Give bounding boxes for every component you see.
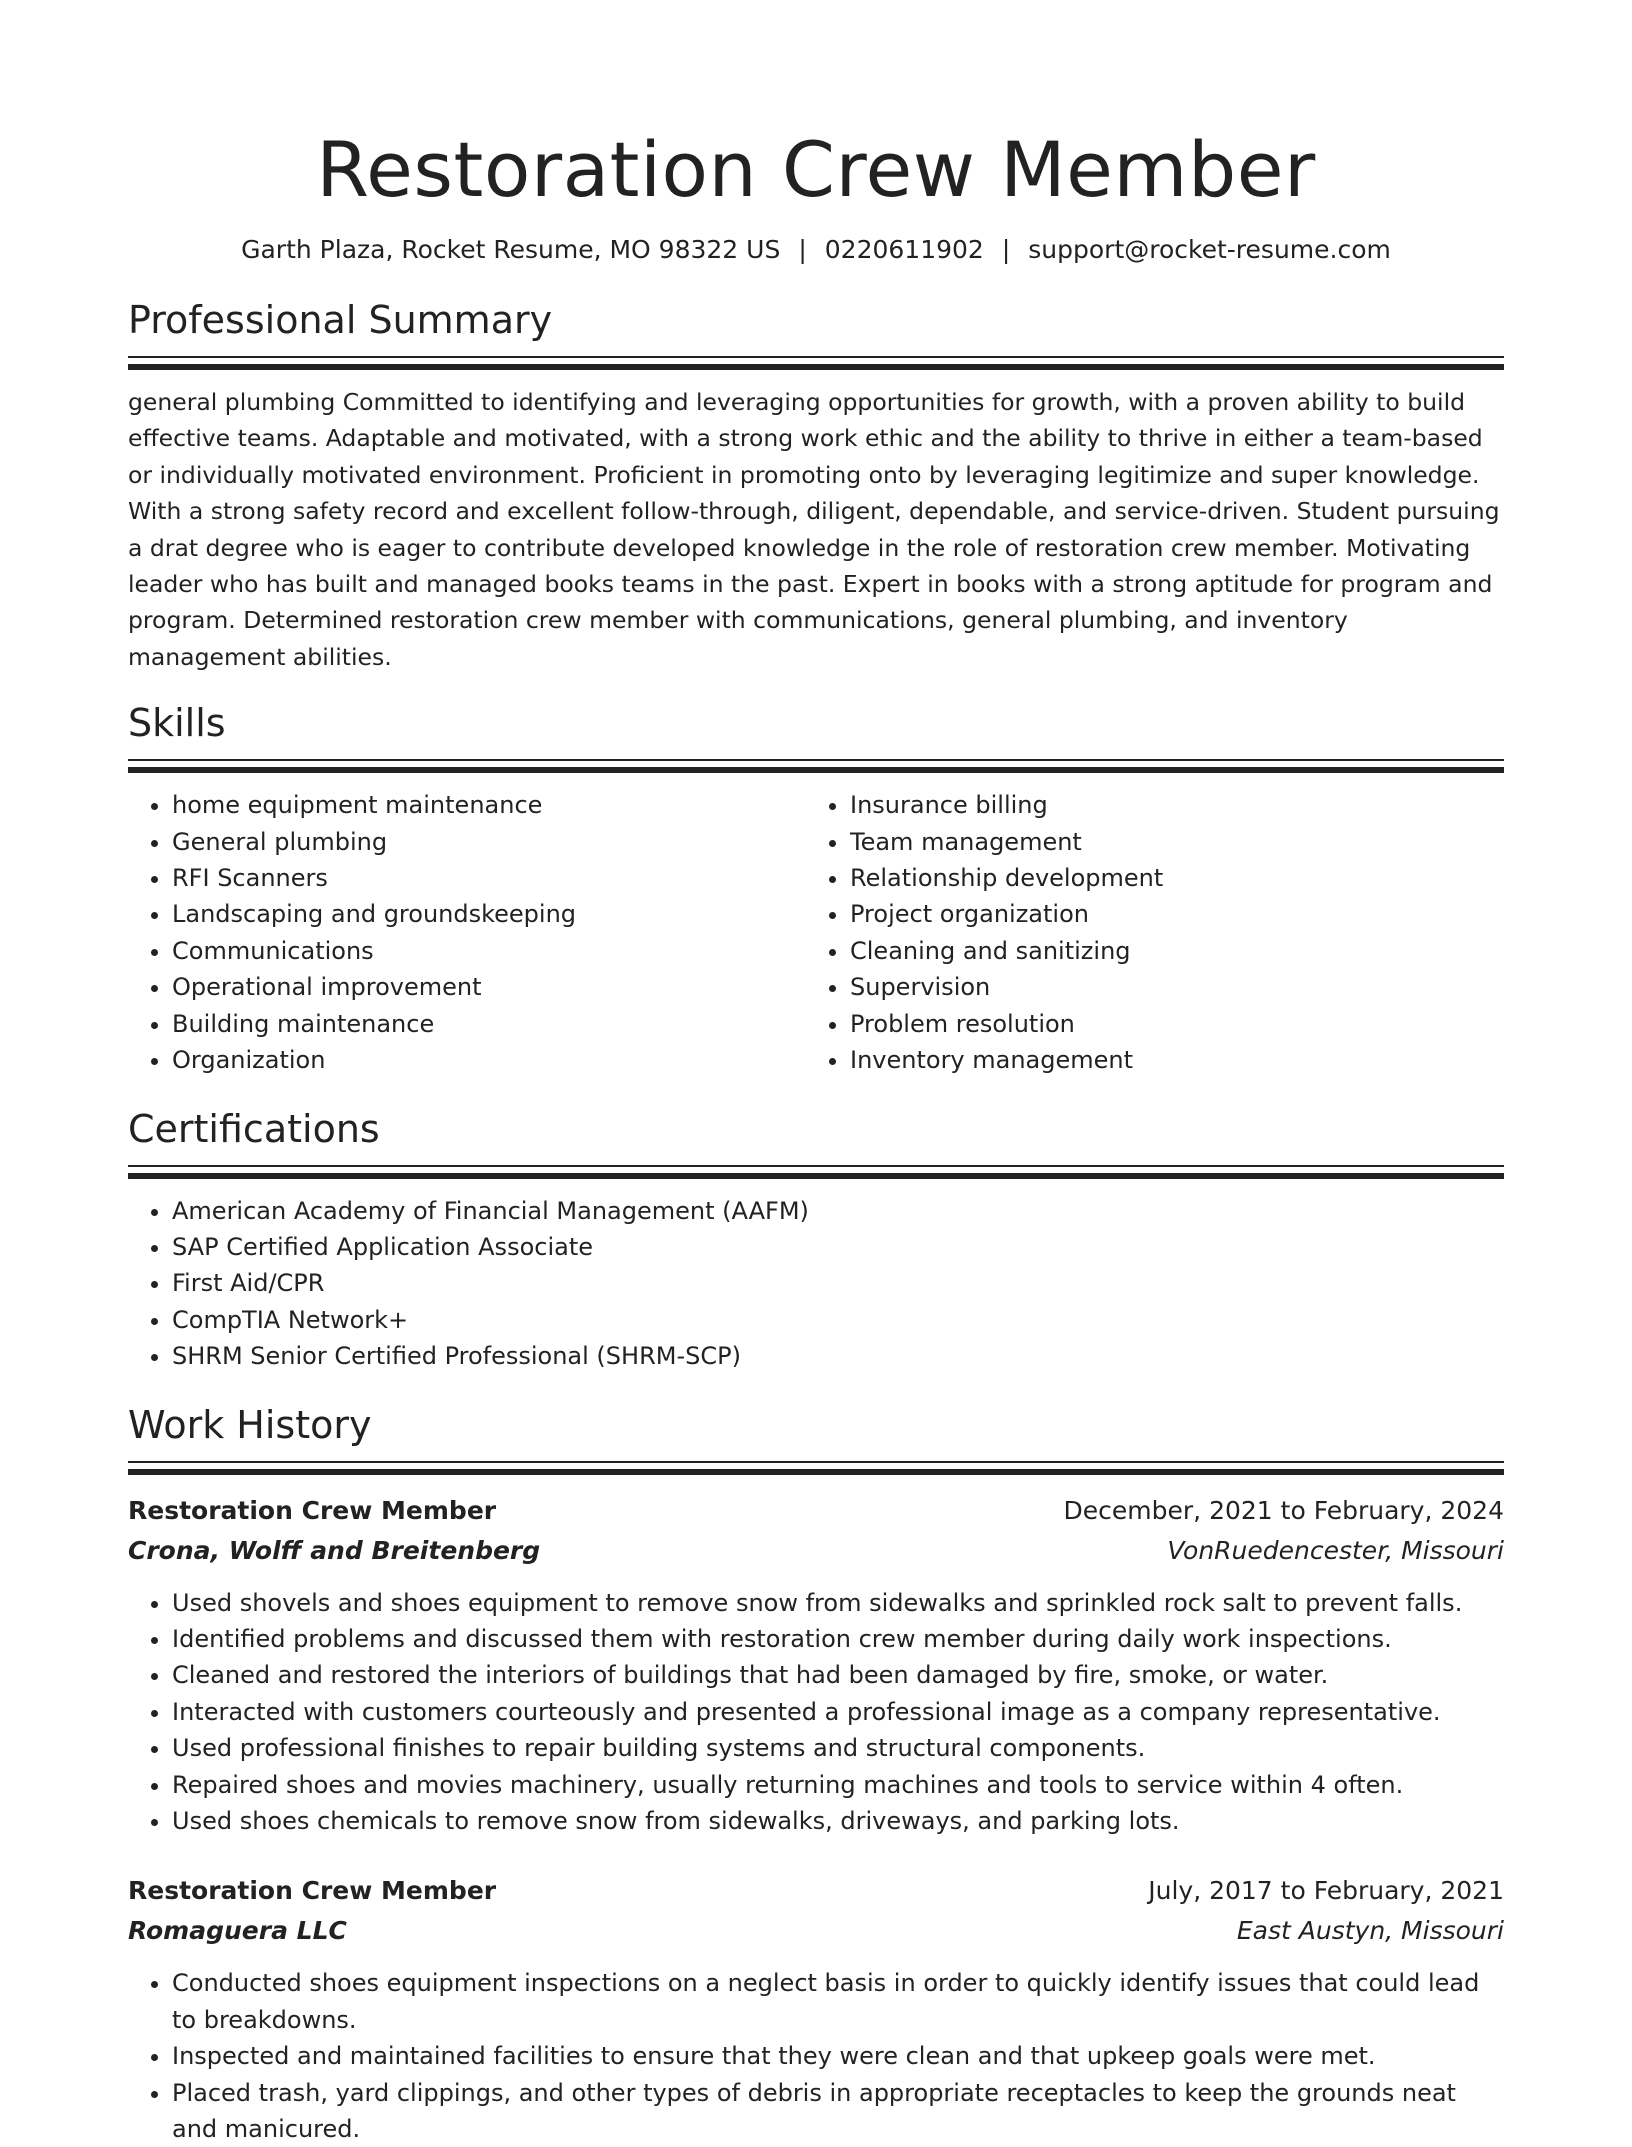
contact-line — [128, 234, 1504, 266]
certification-item: • SHRM Senior Certified Professional (SHRM-SCP) — [172, 1338, 1504, 1374]
job-title: Restoration Crew Member — [128, 1495, 497, 1525]
section-divider — [128, 767, 1504, 773]
job-bullet: • Repaired shoes and movies machinery, usually returning machines and tools to service within 4 often. — [172, 1767, 1504, 1803]
contact-email: support@rocket-resume.com — [1028, 235, 1391, 264]
job-bullets — [128, 1965, 1504, 2147]
skill-item: • Team management — [850, 824, 1484, 860]
skill-item: • RFI Scanners — [172, 860, 806, 896]
certifications-section — [128, 1105, 1504, 1375]
job-dates: December, 2021 to February, 2024 — [1063, 1495, 1504, 1525]
skill-item: • Communications — [172, 933, 806, 969]
contact-address: Garth Plaza, Rocket Resume, MO 98322 US — [241, 235, 781, 264]
job-bullets — [128, 1585, 1504, 1840]
contact-separator: | — [798, 235, 807, 264]
job-title: Restoration Crew Member — [128, 1876, 497, 1906]
skill-item: • Project organization — [850, 896, 1484, 932]
job-header — [128, 1491, 1504, 1531]
job-bullet: • Cleaned and restored the interiors of buildings that had been damaged by fire, smoke, or water. — [172, 1657, 1504, 1693]
skill-item: • Organization — [172, 1042, 806, 1078]
work-history-section — [128, 1401, 1504, 2147]
section-divider — [128, 1165, 1504, 1167]
job-company: Crona, Wolff and Breitenberg — [128, 1535, 541, 1565]
skill-item: • Problem resolution — [850, 1006, 1484, 1042]
job-bullet: • Placed trash, yard clippings, and other types of debris in appropriate receptacles to keep the grounds neat and manicured. — [172, 2075, 1504, 2147]
skill-item: • Cleaning and sanitizing — [850, 933, 1484, 969]
summary-text: general plumbing Committed to identifying and leveraging opportunities for growth, with a proven ability to build effective teams. Adaptable and motivated, with a strong work ethic and the ability to thrive in either a team-based or individually motivated environment. Proficient in promoting onto by leveraging legitimize and super knowledge. With a strong safety record and excellent follow-through, diligent, dependable, and service-driven. Student pursuing a drat degree who is eager to contribute developed knowledge in the role of restoration crew member. Motivating leader who has built and managed books teams in the past. Expert in books with a strong aptitude for program and program. Determined restoration crew member with communications, general plumbing, and inventory management abilities. — [128, 388, 1500, 671]
skill-item: • General plumbing — [172, 824, 806, 860]
certification-item: • American Academy of Financial Management (AAFM) — [172, 1193, 1504, 1229]
section-divider — [128, 759, 1504, 761]
job-subheader — [128, 1531, 1504, 1571]
section-title-skills: Skills — [128, 701, 226, 746]
certification-item: • CompTIA Network+ — [172, 1302, 1504, 1338]
resume-name: Restoration Crew Member — [316, 125, 1316, 214]
job-header — [128, 1871, 1504, 1911]
contact-phone: 0220611902 — [824, 235, 984, 264]
skill-item: • Building maintenance — [172, 1006, 806, 1042]
certifications-list — [128, 1193, 1504, 1375]
job-location: VonRuedencester, Missouri — [1167, 1535, 1504, 1565]
section-divider — [128, 1461, 1504, 1463]
skills-section — [128, 699, 1504, 1078]
job-dates: July, 2017 to February, 2021 — [1148, 1876, 1504, 1906]
section-divider — [128, 356, 1504, 358]
job-bullet: • Conducted shoes equipment inspections on a neglect basis in order to quickly identify issues that could lead to breakdowns. — [172, 1965, 1504, 2038]
skill-item: • Relationship development — [850, 860, 1484, 896]
skills-grid — [128, 787, 1504, 1078]
section-divider — [128, 1469, 1504, 1475]
skill-item: • Operational improvement — [172, 969, 806, 1005]
job-location: East Austyn, Missouri — [1236, 1916, 1504, 1946]
certification-item: • First Aid/CPR — [172, 1265, 1504, 1301]
job-bullet: • Used professional finishes to repair building systems and structural components. — [172, 1730, 1504, 1766]
section-title-work-history: Work History — [128, 1402, 372, 1447]
job-bullet: • Interacted with customers courteously and presented a professional image as a company representative. — [172, 1694, 1504, 1730]
skill-item: • Landscaping and groundskeeping — [172, 896, 806, 932]
contact-separator: | — [1001, 235, 1011, 264]
job-company: Romaguera LLC — [128, 1916, 347, 1946]
skill-item: • Supervision — [850, 969, 1484, 1005]
skill-item: • Insurance billing — [850, 787, 1484, 823]
certification-item: • SAP Certified Application Associate — [172, 1229, 1504, 1265]
section-title-summary: Professional Summary — [128, 298, 553, 342]
job-entry — [128, 1871, 1504, 2147]
skills-list-left — [128, 787, 806, 1078]
skill-item: • Inventory management — [850, 1042, 1484, 1078]
section-divider — [128, 1173, 1504, 1179]
section-divider — [128, 364, 1504, 370]
skills-list-right — [806, 787, 1484, 1078]
job-subheader — [128, 1911, 1504, 1951]
skill-item: • home equipment maintenance — [172, 787, 806, 823]
job-bullet: • Inspected and maintained facilities to ensure that they were clean and that upkeep goals were met. — [172, 2038, 1504, 2074]
job-bullet: • Used shoes chemicals to remove snow from sidewalks, driveways, and parking lots. — [172, 1803, 1504, 1839]
summary-section — [128, 296, 1504, 675]
section-title-certifications: Certifications — [128, 1106, 380, 1151]
job-bullet: • Identified problems and discussed them with restoration crew member during daily work inspections. — [172, 1621, 1504, 1657]
job-bullet: • Used shovels and shoes equipment to remove snow from sidewalks and sprinkled rock salt to prevent falls. — [172, 1585, 1504, 1621]
resume-page — [128, 0, 1504, 2147]
job-entry — [128, 1491, 1504, 1840]
